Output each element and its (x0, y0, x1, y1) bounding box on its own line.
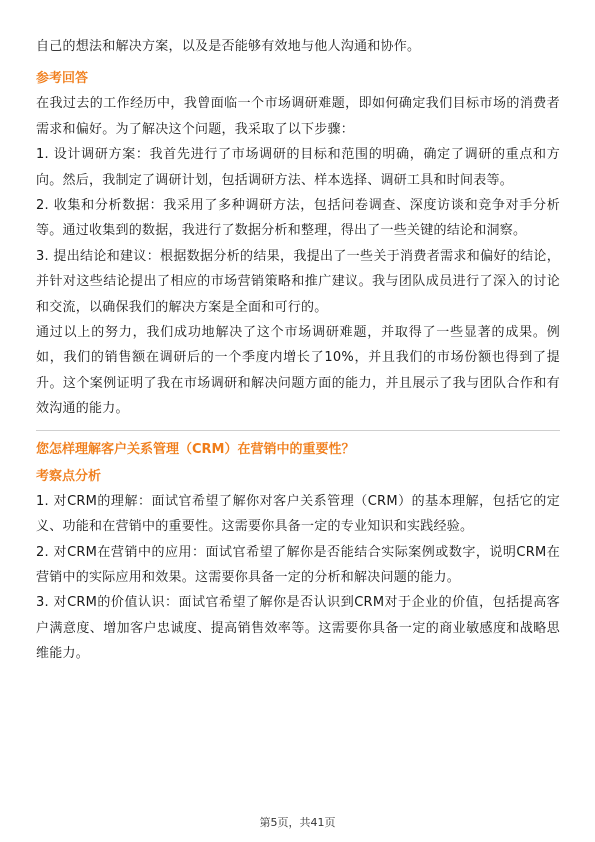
analysis-point-3: 3. 对CRM的价值认识：面试官希望了解你是否认识到CRM对于企业的价值，包括提高客户满意度、增加客户忠诚度、提高销售效率等。这需要你具备一定的商业敏感度和战略思维能力。 (36, 595, 560, 662)
analysis-heading: 考察点分析 (36, 468, 102, 484)
page-number-footer: 第5页，共41页 (259, 816, 336, 829)
answer-step-2: 2. 收集和分析数据：我采用了多种调研方法，包括问卷调查、深度访谈和竞争对手分析等。通过收集到的数据，我进行了数据分析和整理，得出了一些关键的结论和洞察。 (36, 198, 560, 239)
answer-step-3: 3. 提出结论和建议：根据数据分析的结果，我提出了一些关于消费者需求和偏好的结论，并针对这些结论提出了相应的市场营销策略和推广建议。我与团队成员进行了深入的讨论和交流，以确保我们的解决方案是全面和可行的。 (36, 248, 560, 315)
page-content (36, 34, 560, 667)
answer-paragraph: 在我过去的工作经历中，我曾面临一个市场调研难题，即如何确定我们目标市场的消费者需求和偏好。为了解决这个问题，我采取了以下步骤： (36, 96, 560, 137)
answer-heading: 参考回答 (36, 71, 89, 87)
answer-step-1: 1. 设计调研方案：我首先进行了市场调研的目标和范围的明确，确定了调研的重点和方向。然后，我制定了调研计划，包括调研方法、样本选择、调研工具和时间表等。 (36, 147, 560, 188)
question-section (36, 430, 560, 667)
answer-conclusion: 通过以上的努力，我们成功地解决了这个市场调研难题，并取得了一些显著的成果。例如，我们的销售额在调研后的一个季度内增长了10%，并且我们的市场份额也得到了提升。这个案例证明了我在市场调研和解决问题方面的能力，并且展示了我与团队合作和有效沟通的能力。 (36, 325, 560, 417)
analysis-point-2: 2. 对CRM在营销中的应用：面试官希望了解你是否能结合实际案例或数字，说明CRM在营销中的实际应用和效果。这需要你具备一定的分析和解决问题的能力。 (36, 544, 560, 585)
intro-line: 自己的想法和解决方案，以及是否能够有效地与他人沟通和协作。 (36, 39, 421, 54)
question-title: 您怎样理解客户关系管理（CRM）在营销中的重要性？ (36, 441, 355, 457)
analysis-point-1: 1. 对CRM的理解：面试官希望了解你对客户关系管理（CRM）的基本理解，包括它的定义、功能和在营销中的重要性。这需要你具备一定的专业知识和实践经验。 (36, 493, 560, 535)
